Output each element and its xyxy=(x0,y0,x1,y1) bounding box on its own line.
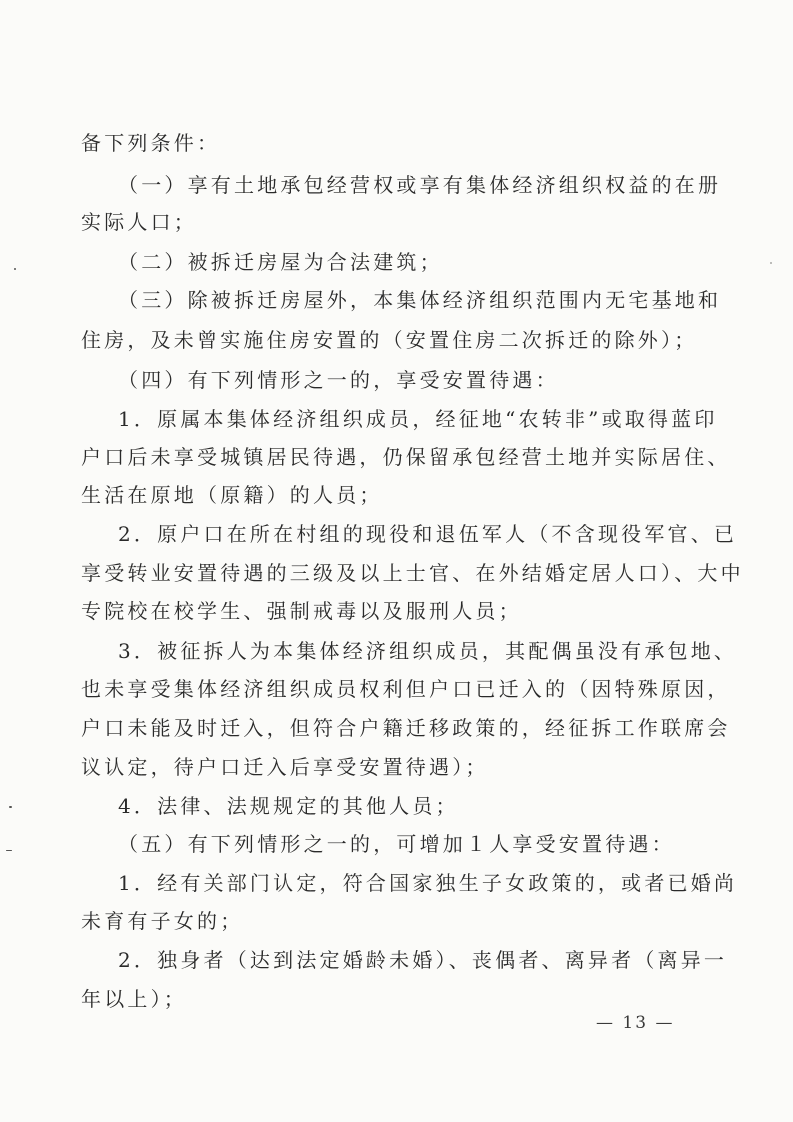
text-line: 也未享受集体经济组织成员权利但户口已迁入的（因特殊原因， xyxy=(81,677,731,701)
text-line: 备下列条件： xyxy=(81,131,221,155)
text-line: （五）有下列情形之一的，可增加１人享受安置待遇： xyxy=(118,832,675,856)
text-line: 1．经有关部门认定，符合国家独生子女政策的，或者已婚尚 xyxy=(118,871,738,895)
text-line: （三）除被拆迁房屋外，本集体经济组织范围内无宅基地和 xyxy=(118,288,722,312)
text-line: 2．独身者（达到法定婚龄未婚）、丧偶者、离异者（离异一 xyxy=(118,948,728,972)
text-line: 享受转业安置待遇的三级及以上士官、在外结婚定居人口）、大中 xyxy=(81,561,744,585)
scan-speck xyxy=(9,806,12,808)
text-line: 户口未能及时迁入，但符合户籍迁移政策的，经征拆工作联席会 xyxy=(81,716,731,740)
text-line: 2．原户口在所在村组的现役和退伍军人（不含现役军官、已 xyxy=(118,522,738,546)
text-line: 议认定，待户口迁入后享受安置待遇）； xyxy=(81,755,489,779)
text-line: 3．被征拆人为本集体经济组织成员，其配偶虽没有承包地、 xyxy=(118,639,738,663)
scan-speck xyxy=(770,262,772,264)
text-line: （四）有下列情形之一的，享受安置待遇： xyxy=(118,368,559,392)
text-line: 住房，及未曾实施住房安置的（安置住房二次拆迁的除外）； xyxy=(81,328,698,352)
text-line: 4．法律、法规规定的其他人员； xyxy=(118,794,459,818)
scan-speck xyxy=(14,268,16,270)
text-line: 1．原属本集体经济组织成员，经征地“农转非”或取得蓝印 xyxy=(118,407,718,431)
text-line: 实际人口； xyxy=(81,210,197,234)
text-line: （一）享有土地承包经营权或享有集体经济组织权益的在册 xyxy=(118,173,722,197)
text-line: 未育有子女的； xyxy=(81,909,244,933)
text-line: （二）被拆迁房屋为合法建筑； xyxy=(118,250,443,274)
scan-speck xyxy=(6,850,12,851)
page-number: — 13 — xyxy=(596,1013,675,1033)
text-line: 年以上）； xyxy=(81,987,187,1011)
text-line: 生活在原地（原籍）的人员； xyxy=(81,483,383,507)
text-line: 户口后未享受城镇居民待遇，仍保留承包经营土地并实际居住、 xyxy=(81,445,731,469)
text-line: 专院校在校学生、强制戒毒以及服刑人员； xyxy=(81,599,522,623)
